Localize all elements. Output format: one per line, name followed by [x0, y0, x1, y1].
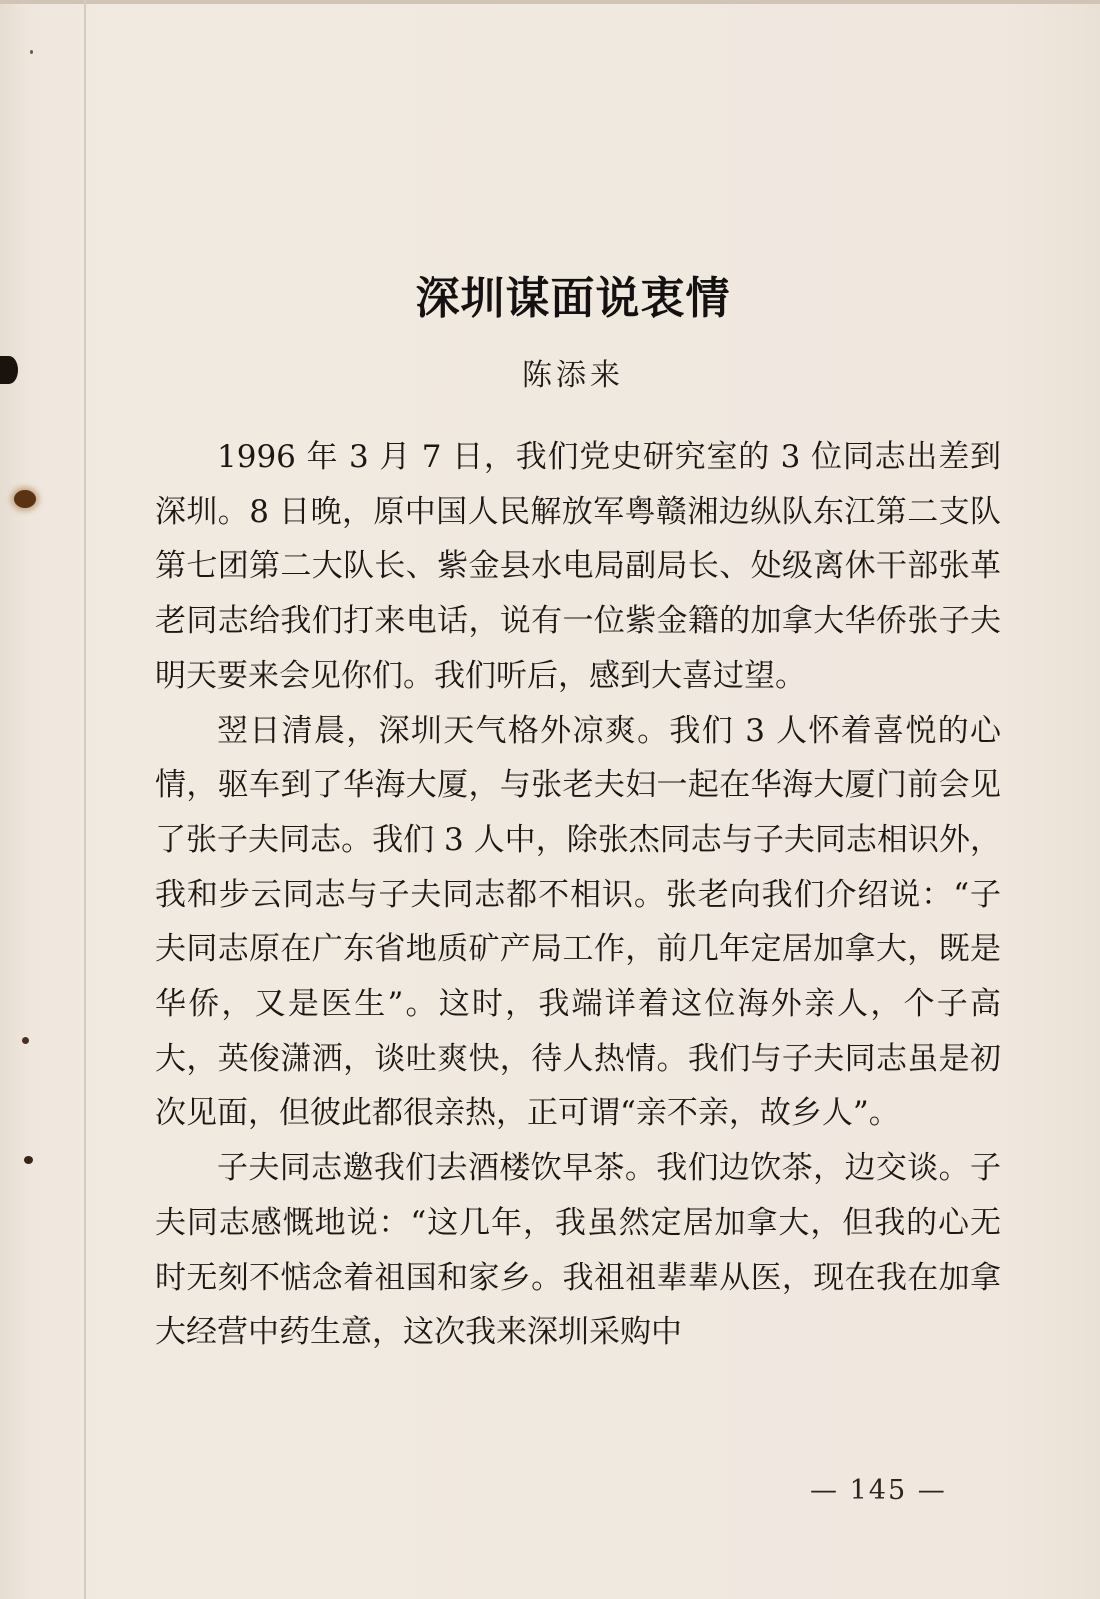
speck-mark [22, 1037, 29, 1044]
paragraph: 翌日清晨，深圳天气格外凉爽。我们 3 人怀着喜悦的心情，驱车到了华海大厦，与张老夫妇一起在华海大厦门前会见了张子夫同志。我们 3 人中，除张杰同志与子夫同志相识外，我和步云同志与子夫同志都不相识。张老向我们介绍说：“子夫同志原在广东省地质矿产局工作，前几年定居加拿大，既是华侨，又是医生”。这时，我端详着这位海外亲人，个子高大，英俊潇洒，谈吐爽快，待人热情。我们与子夫同志虽是初次见面，但彼此都很亲热，正可谓“亲不亲，故乡人”。 [155, 712, 1001, 1132]
paragraph: 1996 年 3 月 7 日，我们党史研究室的 3 位同志出差到深圳。8 日晚，原中国人民解放军粤赣湘边纵队东江第二支队第七团第二大队长、紫金县水电局副局长、处级离休干部张革老同志给我们打来电话，说有一位紫金籍的加拿大华侨张子夫明天要来会见你们。我们听后，感到大喜过望。 [155, 439, 1001, 694]
speck-mark [30, 50, 33, 54]
paragraph: 子夫同志邀我们去酒楼饮早茶。我们边饮茶，边交谈。子夫同志感慨地说：“这几年，我虽然定居加拿大，但我的心无时无刻不惦念着祖国和家乡。我祖祖辈辈从医，现在我在加拿大经营中药生意，这次我来深圳采购中 [155, 1150, 1001, 1351]
article-author: 陈添来 [522, 358, 624, 393]
rust-stain-mark [14, 490, 36, 508]
article-body [155, 430, 1001, 1360]
page-top-edge [0, 0, 1100, 4]
page-number: — 145 — [810, 1475, 947, 1506]
speck-mark [24, 1156, 33, 1164]
article-title: 深圳谋面说衷情 [415, 273, 731, 324]
binding-gutter [84, 0, 86, 1599]
